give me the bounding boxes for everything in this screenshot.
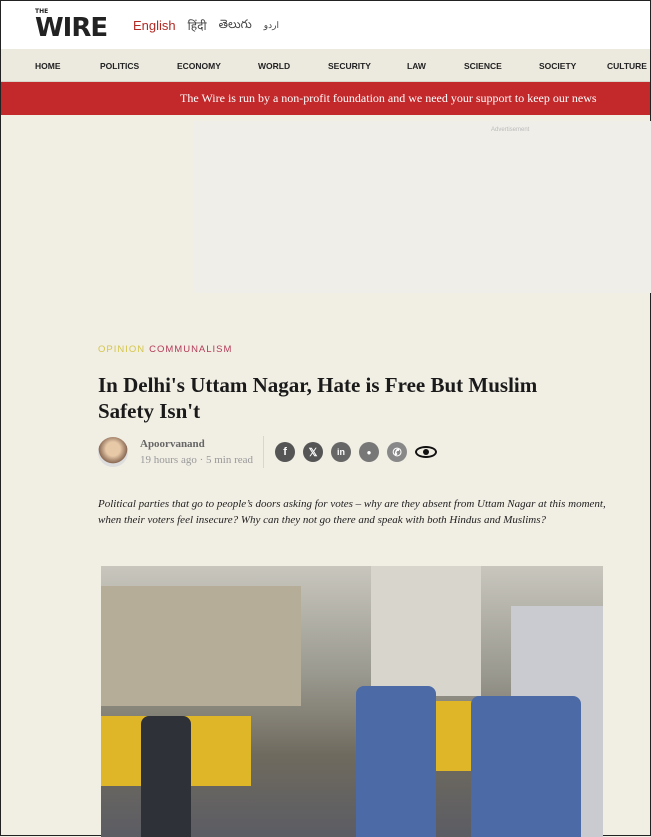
nav-world[interactable]: WORLD: [258, 61, 291, 71]
lang-hindi[interactable]: हिंदी: [187, 19, 207, 33]
nav-security[interactable]: SECURITY: [328, 61, 371, 71]
main-nav: [1, 49, 650, 82]
site-header: [1, 1, 650, 49]
lang-english[interactable]: English: [133, 18, 176, 33]
x-icon[interactable]: 𝕏: [303, 442, 323, 462]
language-switcher: [133, 17, 279, 34]
byline: Apoorvanand 19 hours ago · 5 min read f 𝕏 in ● ✆: [98, 436, 613, 468]
article-hero-image[interactable]: [101, 566, 603, 837]
article-title: In Delhi's Uttam Nagar, Hate is Free But Muslim Safety Isn't: [98, 373, 538, 423]
nav-law[interactable]: LAW: [407, 61, 426, 71]
lang-urdu[interactable]: اردو: [263, 20, 279, 30]
nav-society[interactable]: SOCIETY: [539, 61, 577, 71]
author-avatar[interactable]: [98, 437, 128, 467]
advertisement-slot[interactable]: [193, 121, 651, 293]
ad-label: Advertisement: [491, 127, 530, 133]
author-name[interactable]: Apoorvanand: [140, 438, 205, 450]
article-header: [98, 344, 613, 528]
reddit-icon[interactable]: ●: [359, 442, 379, 462]
nav-science[interactable]: SCIENCE: [464, 61, 502, 71]
nav-economy[interactable]: ECONOMY: [177, 61, 221, 71]
whatsapp-icon[interactable]: ✆: [387, 442, 407, 462]
support-banner[interactable]: [1, 82, 650, 115]
category-link[interactable]: COMMUNALISM: [149, 344, 233, 355]
article-dek: Political parties that go to people’s doors asking for votes – why are they absent from Uttam Nagar at this moment, when their voters feel insecure? Why can they not go there and speak with both Hindus and Muslims?: [98, 498, 606, 526]
eye-icon[interactable]: [415, 446, 437, 458]
the-wire-logo[interactable]: THE WIRE: [35, 8, 108, 43]
lang-telugu[interactable]: తెలుగు: [218, 17, 252, 31]
publish-time: 19 hours ago: [140, 454, 197, 466]
nav-culture[interactable]: CULTURE: [607, 61, 647, 71]
banner-text: The Wire is run by a non-profit foundation and we need your support to keep our news: [180, 91, 597, 105]
nav-politics[interactable]: POLITICS: [100, 61, 140, 71]
article-kicker: [98, 344, 613, 356]
facebook-icon[interactable]: f: [275, 442, 295, 462]
linkedin-icon[interactable]: in: [331, 442, 351, 462]
read-time: 5 min read: [206, 454, 254, 466]
nav-home[interactable]: HOME: [35, 61, 61, 71]
share-bar: [275, 442, 437, 462]
byline-divider: [263, 436, 264, 468]
section-link[interactable]: OPINION: [98, 344, 146, 355]
